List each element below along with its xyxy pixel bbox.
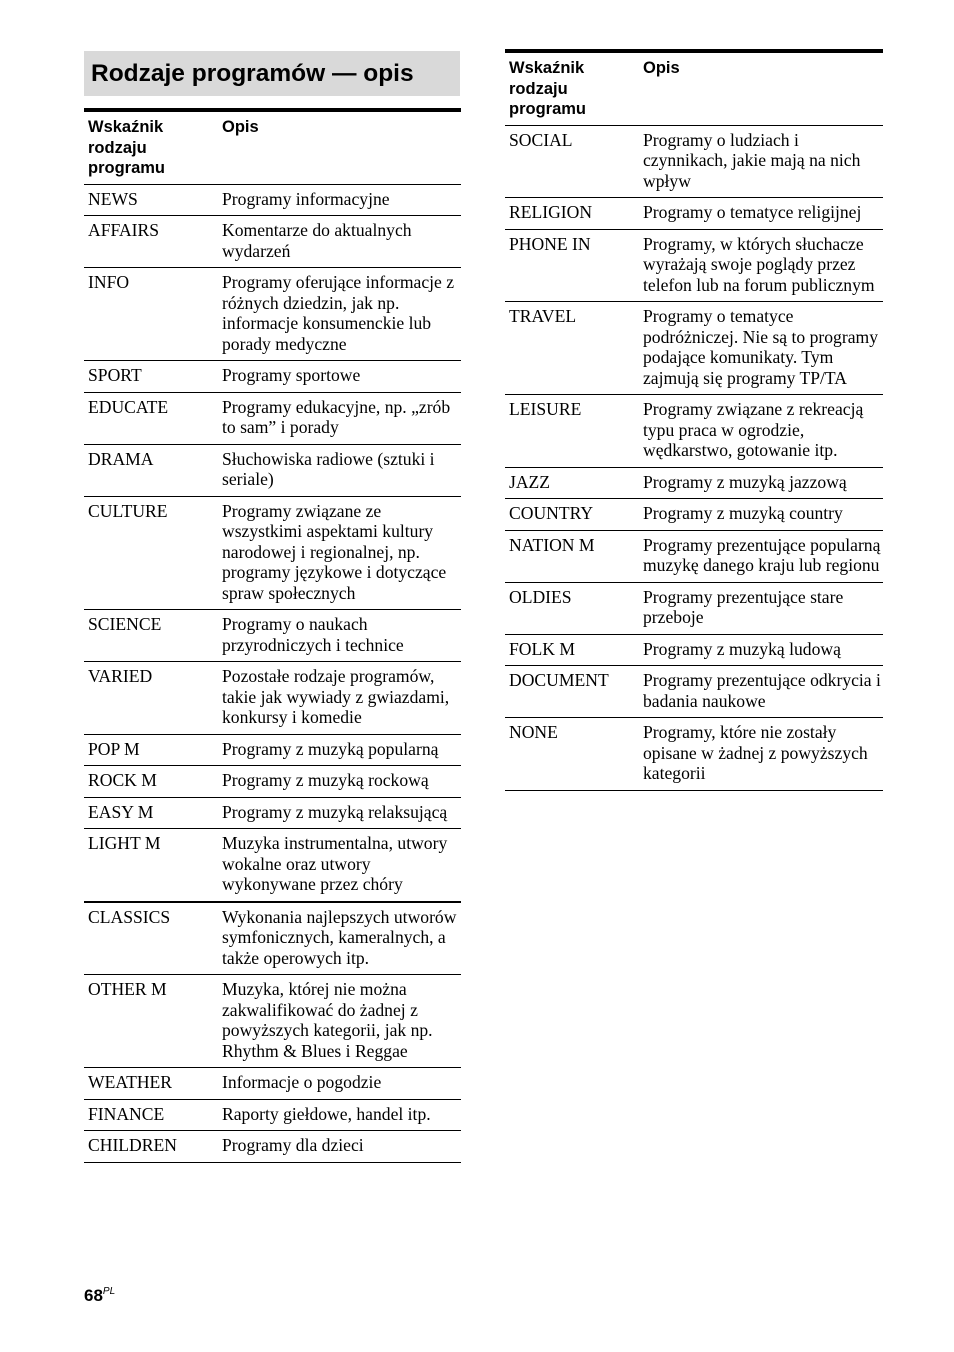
program-type-description: Komentarze do aktualnych wydarzeń — [218, 216, 461, 268]
program-type-code: RELIGION — [505, 198, 639, 230]
program-type-description: Raporty giełdowe, handel itp. — [218, 1099, 461, 1131]
program-type-description: Informacje o pogodzie — [218, 1068, 461, 1100]
page-number — [84, 1282, 115, 1306]
program-type-description: Słuchowiska radiowe (sztuki i seriale) — [218, 444, 461, 496]
table-row — [505, 718, 883, 791]
program-type-description: Programy sportowe — [218, 361, 461, 393]
program-type-description: Programy prezentujące odkrycia i badania naukowe — [639, 666, 883, 718]
program-type-code: SPORT — [84, 361, 218, 393]
table-row — [84, 766, 461, 798]
table-header-row — [84, 110, 461, 184]
table-row — [84, 610, 461, 662]
table-row — [505, 198, 883, 230]
program-type-description: Programy edukacyjne, np. „zrób to sam” i porady — [218, 392, 461, 444]
program-type-description: Programy z muzyką country — [639, 499, 883, 531]
program-type-code: SOCIAL — [505, 125, 639, 198]
program-types-table-right — [505, 49, 883, 791]
table-row — [84, 216, 461, 268]
program-type-code: NATION M — [505, 530, 639, 582]
table-row — [84, 392, 461, 444]
table-row — [505, 125, 883, 198]
program-type-description: Programy, w których słuchacze wyrażają swoje poglądy przez telefon lub na forum publicznym — [639, 229, 883, 302]
column-header-description: Opis — [218, 110, 461, 184]
page-language-suffix: PL — [102, 1286, 116, 1297]
table-header-row — [505, 51, 883, 125]
program-type-code: TRAVEL — [505, 302, 639, 395]
program-type-code: LEISURE — [505, 395, 639, 468]
table-row — [505, 634, 883, 666]
program-type-description: Muzyka instrumentalna, utwory wokalne oraz utwory wykonywane przez chóry — [218, 829, 461, 902]
program-type-code: OTHER M — [84, 975, 218, 1068]
program-type-code: CLASSICS — [84, 902, 218, 975]
section-title: Rodzaje programów — opis — [84, 51, 460, 96]
table-row — [505, 395, 883, 468]
table-row — [84, 829, 461, 902]
program-type-description: Programy, które nie zostały opisane w żadnej z powyższych kategorii — [639, 718, 883, 791]
program-type-code: PHONE IN — [505, 229, 639, 302]
column-header-indicator: Wskaźnik rodzaju programu — [84, 110, 218, 184]
program-type-description: Programy związane ze wszystkimi aspektami kultury narodowej i regionalnej, np. programy językowe i dotyczące spraw społecznych — [218, 496, 461, 610]
table-row — [505, 302, 883, 395]
program-type-code: DRAMA — [84, 444, 218, 496]
table-row — [84, 734, 461, 766]
program-type-description: Programy związane z rekreacją typu praca w ogrodzie, wędkarstwo, gotowanie itp. — [639, 395, 883, 468]
program-type-code: INFO — [84, 268, 218, 361]
column-header-description: Opis — [639, 51, 883, 125]
program-type-description: Programy z muzyką popularną — [218, 734, 461, 766]
table-row — [505, 229, 883, 302]
program-type-description: Programy oferujące informacje z różnych dziedzin, jak np. informacje konsumenckie lub porady medyczne — [218, 268, 461, 361]
program-type-description: Programy z muzyką relaksującą — [218, 797, 461, 829]
program-type-code: FINANCE — [84, 1099, 218, 1131]
program-type-description: Programy o naukach przyrodniczych i technice — [218, 610, 461, 662]
program-type-code: AFFAIRS — [84, 216, 218, 268]
table-row — [505, 530, 883, 582]
program-type-description: Programy prezentujące stare przeboje — [639, 582, 883, 634]
table-row — [84, 902, 461, 975]
program-type-code: OLDIES — [505, 582, 639, 634]
program-type-description: Programy o tematyce religijnej — [639, 198, 883, 230]
page-number-value: 68 — [84, 1286, 103, 1305]
table-row — [505, 666, 883, 718]
program-type-code: DOCUMENT — [505, 666, 639, 718]
program-type-code: VARIED — [84, 662, 218, 735]
table-row — [84, 268, 461, 361]
program-type-description: Programy o ludziach i czynnikach, jakie mają na nich wpływ — [639, 125, 883, 198]
table-row — [84, 1131, 461, 1163]
program-type-code: POP M — [84, 734, 218, 766]
table-row — [84, 975, 461, 1068]
program-type-description: Programy z muzyką jazzową — [639, 467, 883, 499]
table-row — [84, 797, 461, 829]
program-type-description: Programy informacyjne — [218, 184, 461, 216]
table-row — [84, 1099, 461, 1131]
program-type-description: Muzyka, której nie można zakwalifikować do żadnej z powyższych kategorii, jak np. Rhythm & Blues i Reggae — [218, 975, 461, 1068]
program-type-description: Pozostałe rodzaje programów, takie jak wywiady z gwiazdami, konkursy i komedie — [218, 662, 461, 735]
program-type-code: CULTURE — [84, 496, 218, 610]
program-type-code: NEWS — [84, 184, 218, 216]
program-type-code: EASY M — [84, 797, 218, 829]
table-body-left — [84, 184, 461, 1162]
table-row — [505, 582, 883, 634]
program-type-code: WEATHER — [84, 1068, 218, 1100]
program-type-code: LIGHT M — [84, 829, 218, 902]
table-row — [84, 496, 461, 610]
table-row — [84, 662, 461, 735]
table-row — [84, 444, 461, 496]
program-type-code: JAZZ — [505, 467, 639, 499]
table-row — [505, 467, 883, 499]
program-type-code: SCIENCE — [84, 610, 218, 662]
table-row — [84, 184, 461, 216]
program-type-code: NONE — [505, 718, 639, 791]
program-type-description: Programy z muzyką rockową — [218, 766, 461, 798]
program-type-description: Programy z muzyką ludową — [639, 634, 883, 666]
program-type-description: Programy dla dzieci — [218, 1131, 461, 1163]
table-row — [84, 361, 461, 393]
program-type-code: CHILDREN — [84, 1131, 218, 1163]
program-type-code: COUNTRY — [505, 499, 639, 531]
program-types-table-left — [84, 108, 461, 1163]
program-type-code: ROCK M — [84, 766, 218, 798]
table-body-right — [505, 125, 883, 790]
table-row — [505, 499, 883, 531]
column-header-indicator: Wskaźnik rodzaju programu — [505, 51, 639, 125]
program-type-description: Wykonania najlepszych utworów symfonicznych, kameralnych, a także operowych itp. — [218, 902, 461, 975]
program-type-code: FOLK M — [505, 634, 639, 666]
program-type-code: EDUCATE — [84, 392, 218, 444]
table-row — [84, 1068, 461, 1100]
program-type-description: Programy prezentujące popularną muzykę danego kraju lub regionu — [639, 530, 883, 582]
program-type-description: Programy o tematyce podróżniczej. Nie są to programy podające komunikaty. Tym zajmują się programy TP/TA — [639, 302, 883, 395]
